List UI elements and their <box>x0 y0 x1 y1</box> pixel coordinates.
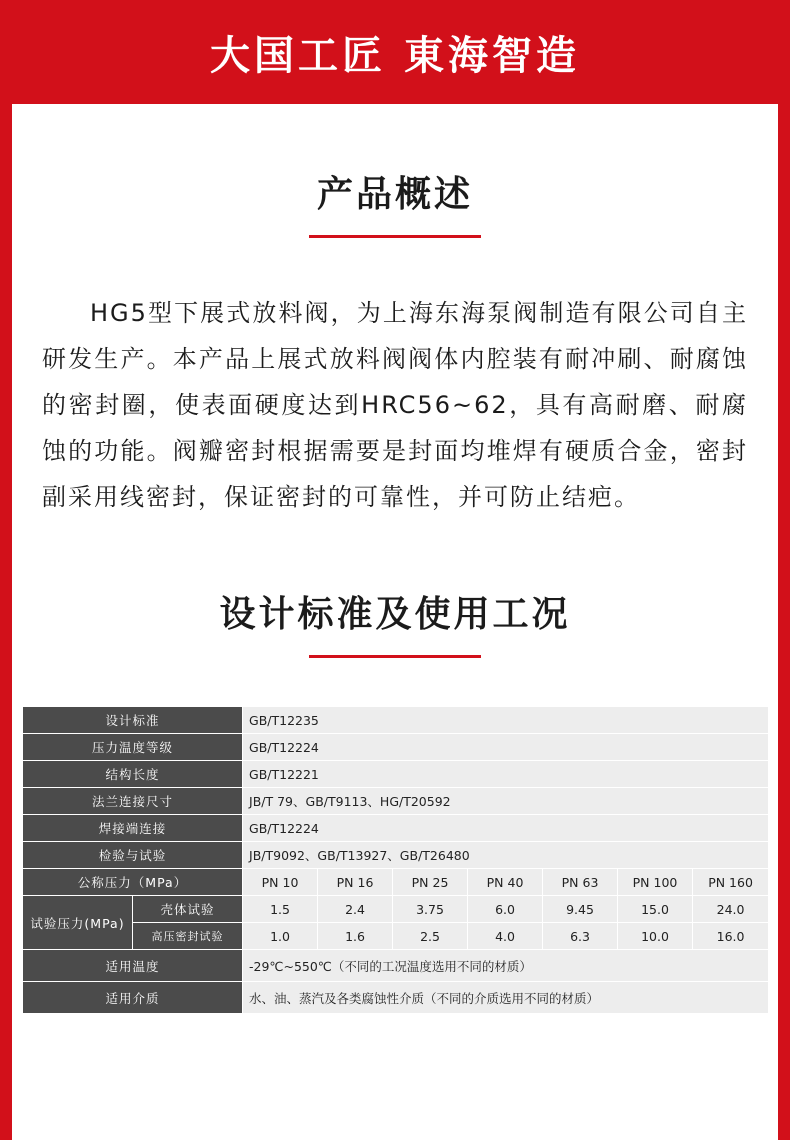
medium-label: 适用介质 <box>23 982 243 1014</box>
row-label: 焊接端连接 <box>23 815 243 842</box>
test-value: 24.0 <box>693 896 769 923</box>
temperature-label: 适用温度 <box>23 950 243 982</box>
row-value: JB/T9092、GB/T13927、GB/T26480 <box>243 842 769 869</box>
row-label: 结构长度 <box>23 761 243 788</box>
row-value: GB/T12221 <box>243 761 769 788</box>
spec-table-wrap <box>12 706 778 1014</box>
test-pressure-group-label: 试验压力(MPa) <box>23 896 133 950</box>
nominal-pressure-value: PN 100 <box>618 869 693 896</box>
table-row-shell-test <box>23 896 769 923</box>
test-row-label: 壳体试验 <box>133 896 243 923</box>
overview-heading-rule <box>309 235 481 238</box>
row-label: 法兰连接尺寸 <box>23 788 243 815</box>
table-row-temperature <box>23 950 769 982</box>
test-value: 1.0 <box>243 923 318 950</box>
row-value: GB/T12235 <box>243 707 769 734</box>
test-value: 3.75 <box>393 896 468 923</box>
left-red-rail <box>0 0 12 1140</box>
test-value: 6.0 <box>468 896 543 923</box>
test-value: 4.0 <box>468 923 543 950</box>
table-row-nominal-pressure <box>23 869 769 896</box>
row-label: 压力温度等级 <box>23 734 243 761</box>
row-value: GB/T12224 <box>243 734 769 761</box>
row-label: 设计标准 <box>23 707 243 734</box>
test-value: 6.3 <box>543 923 618 950</box>
medium-value: 水、油、蒸汽及各类腐蚀性介质（不同的介质选用不同的材质） <box>243 982 769 1014</box>
table-row-seal-test <box>23 923 769 950</box>
nominal-pressure-value: PN 40 <box>468 869 543 896</box>
table-row-medium <box>23 982 769 1014</box>
test-value: 1.5 <box>243 896 318 923</box>
nominal-pressure-value: PN 63 <box>543 869 618 896</box>
row-value: JB/T 79、GB/T9113、HG/T20592 <box>243 788 769 815</box>
page-content <box>12 104 778 1014</box>
overview-paragraph: HG5型下展式放料阀，为上海东海泵阀制造有限公司自主研发生产。本产品上展式放料阀阀体内腔装有耐冲刷、耐腐蚀的密封圈，使表面硬度达到HRC56~62，具有高耐磨、耐腐蚀的功能。阀瓣密封根据需要是封面均堆焊有硬质合金，密封副采用线密封，保证密封的可靠性，并可防止结疤。 <box>42 299 748 511</box>
right-red-rail <box>778 0 790 1140</box>
test-value: 2.4 <box>318 896 393 923</box>
test-row-label: 高压密封试验 <box>133 923 243 950</box>
test-value: 10.0 <box>618 923 693 950</box>
nominal-pressure-label: 公称压力（MPa） <box>23 869 243 896</box>
test-value: 9.45 <box>543 896 618 923</box>
test-value: 2.5 <box>393 923 468 950</box>
header-banner <box>12 0 778 104</box>
overview-block <box>12 290 778 520</box>
test-value: 1.6 <box>318 923 393 950</box>
nominal-pressure-value: PN 160 <box>693 869 769 896</box>
row-label: 检验与试验 <box>23 842 243 869</box>
row-value: GB/T12224 <box>243 815 769 842</box>
table-row <box>23 842 769 869</box>
nominal-pressure-value: PN 16 <box>318 869 393 896</box>
standards-heading-rule <box>309 655 481 658</box>
temperature-value: -29℃~550℃（不同的工况温度选用不同的材质） <box>243 950 769 982</box>
banner-title: 大国工匠 東海智造 <box>210 32 580 79</box>
nominal-pressure-value: PN 10 <box>243 869 318 896</box>
test-value: 15.0 <box>618 896 693 923</box>
nominal-pressure-value: PN 25 <box>393 869 468 896</box>
table-row <box>23 707 769 734</box>
spec-table <box>22 706 769 1014</box>
table-row <box>23 734 769 761</box>
test-value: 16.0 <box>693 923 769 950</box>
overview-heading: 产品概述 <box>316 174 473 215</box>
standards-heading: 设计标准及使用工况 <box>219 594 571 635</box>
table-row <box>23 788 769 815</box>
table-row <box>23 761 769 788</box>
table-row <box>23 815 769 842</box>
